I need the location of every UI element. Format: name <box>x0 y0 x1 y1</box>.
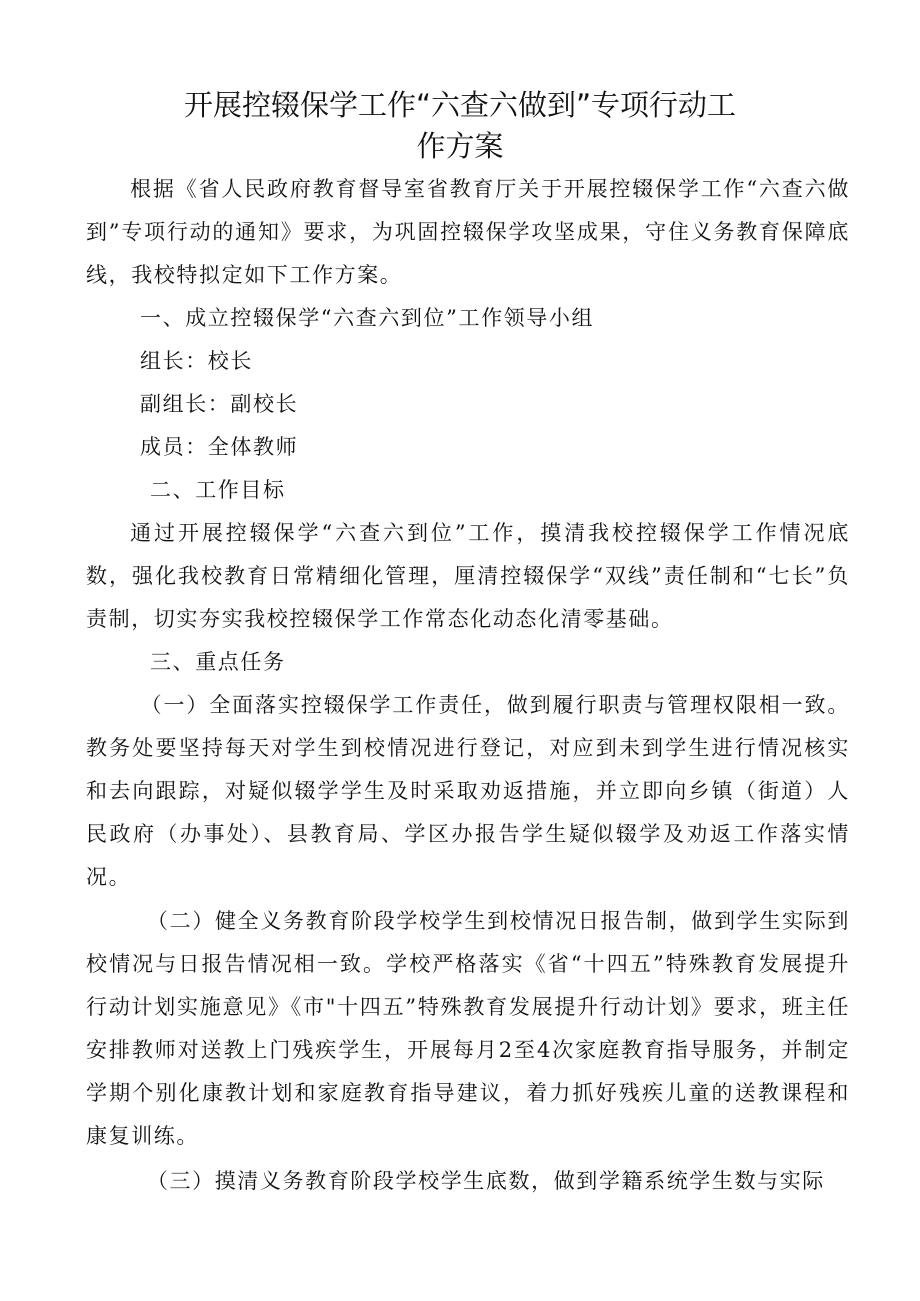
intro-paragraph: 根据《省人民政府教育督导室省教育厅关于开展控辍保学工作“六查六做到”专项行动的通知》要求，为巩固控辍保学攻坚成果，守住义务教育保障底线，我校特拟定如下工作方案。 <box>86 177 850 287</box>
members-line: 成员：全体教师 <box>140 435 299 459</box>
document-title-line-2: 作方案 <box>416 129 504 163</box>
section-2-heading: 二、工作目标 <box>150 478 286 502</box>
document-title-line-1: 开展控辍保学工作“六查六做到”专项行动工 <box>183 88 737 122</box>
deputy-leader-line: 副组长：副校长 <box>140 392 299 416</box>
task-2-paragraph: （二）健全义务教育阶段学校学生到校情况日报告制，做到学生实际到校情况与日报告情况相一致。学校严格落实《省“十四五”特殊教育发展提升行动计划实施意见》《市"十四五”特殊教育发展提升行动计划》要求，班主任安排教师对送教上门残疾学生，开展每月2至4次家庭教育指导服务，并制定学期个别化康教计划和家庭教育指导建议，着力抓好残疾儿童的送教课程和康复训练。 <box>86 909 850 1148</box>
goal-paragraph: 通过开展控辍保学“六查六到位”工作，摸清我校控辍保学工作情况底数，强化我校教育日常精细化管理，厘清控辍保学“双线”责任制和“七长”负责制，切实夯实我校控辍保学工作常态化动态化清零基础。 <box>86 521 850 631</box>
task-1-paragraph: （一）全面落实控辍保学工作责任，做到履行职责与管理权限相一致。教务处要坚持每天对学生到校情况进行登记，对应到未到学生进行情况核实和去向跟踪，对疑似辍学学生及时采取劝返措施，并立即向乡镇（街道）人民政府（办事处）、县教育局、学区办报告学生疑似辍学及劝返工作落实情况。 <box>86 693 850 889</box>
section-3-heading: 三、重点任务 <box>150 650 286 674</box>
task-3-paragraph: （三）摸清义务教育阶段学校学生底数，做到学籍系统学生数与实际 <box>146 1169 825 1193</box>
group-leader-line: 组长：校长 <box>140 349 253 373</box>
section-1-heading: 一、成立控辍保学“六查六到位”工作领导小组 <box>140 306 595 330</box>
